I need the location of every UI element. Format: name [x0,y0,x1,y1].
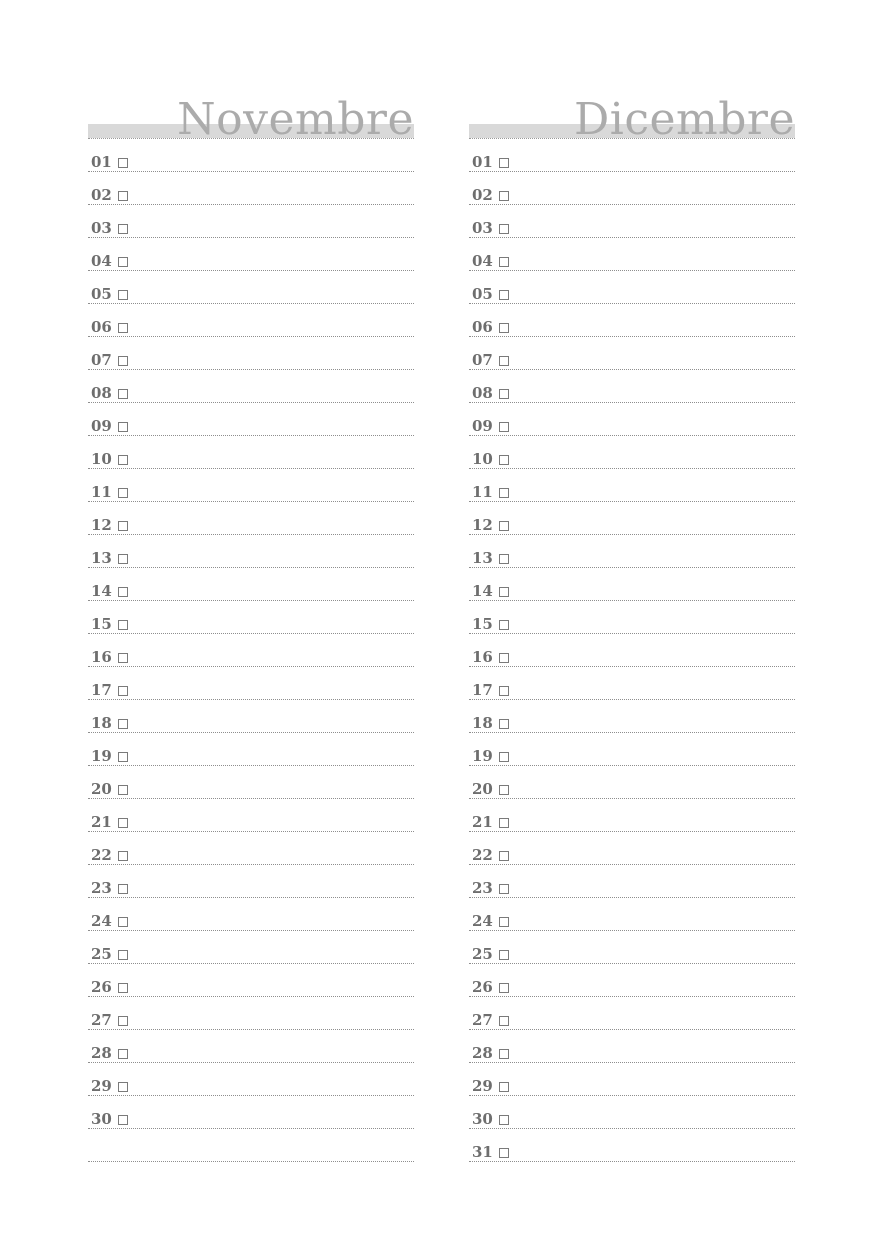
day-row [469,304,795,337]
day-number: 26 [472,978,493,996]
day-checkbox[interactable] [118,422,128,432]
day-row [88,271,414,304]
day-row [469,997,795,1030]
day-number: 29 [91,1077,112,1095]
month-header [88,88,414,145]
month-title: Dicembre [574,94,795,145]
day-row [88,205,414,238]
day-number: 13 [91,549,112,567]
day-row [88,502,414,535]
day-row [469,832,795,865]
day-checkbox[interactable] [499,1082,509,1092]
day-number: 29 [472,1077,493,1095]
day-checkbox[interactable] [499,587,509,597]
day-checkbox[interactable] [499,356,509,366]
day-row [469,601,795,634]
day-number: 15 [472,615,493,633]
day-number: 12 [91,516,112,534]
day-checkbox[interactable] [499,1016,509,1026]
day-row [88,337,414,370]
day-checkbox[interactable] [499,653,509,663]
day-row [88,1063,414,1096]
day-checkbox[interactable] [499,818,509,828]
day-row [469,337,795,370]
day-number: 22 [91,846,112,864]
day-number: 12 [472,516,493,534]
day-row [88,1096,414,1129]
day-checkbox[interactable] [499,1049,509,1059]
day-row [469,139,795,172]
day-row [469,436,795,469]
day-row [88,634,414,667]
day-checkbox[interactable] [118,719,128,729]
day-number: 14 [91,582,112,600]
day-number: 23 [91,879,112,897]
day-checkbox[interactable] [118,587,128,597]
day-checkbox[interactable] [118,1016,128,1026]
day-number: 01 [91,153,112,171]
day-checkbox[interactable] [118,917,128,927]
day-row [88,799,414,832]
day-number: 24 [472,912,493,930]
day-row [88,766,414,799]
day-row [88,535,414,568]
day-row [88,667,414,700]
day-row [88,139,414,172]
day-number: 04 [472,252,493,270]
day-row [469,634,795,667]
day-row [469,172,795,205]
day-checkbox[interactable] [118,455,128,465]
day-row [88,568,414,601]
day-number: 20 [472,780,493,798]
day-number: 16 [91,648,112,666]
day-checkbox[interactable] [118,257,128,267]
day-number: 04 [91,252,112,270]
day-number: 26 [91,978,112,996]
day-checkbox[interactable] [499,422,509,432]
day-row [469,1096,795,1129]
day-row [469,568,795,601]
day-row [88,436,414,469]
day-number: 16 [472,648,493,666]
day-row [88,1030,414,1063]
day-row [469,964,795,997]
day-checkbox[interactable] [118,884,128,894]
day-number: 28 [91,1044,112,1062]
day-number: 08 [472,384,493,402]
day-number: 30 [91,1110,112,1128]
day-checkbox[interactable] [499,950,509,960]
day-checkbox[interactable] [499,224,509,234]
day-row [469,898,795,931]
day-row [88,733,414,766]
day-number: 25 [472,945,493,963]
day-checkbox[interactable] [118,785,128,795]
day-row [88,964,414,997]
day-checkbox[interactable] [118,191,128,201]
day-number: 27 [472,1011,493,1029]
day-number: 05 [472,285,493,303]
day-checkbox[interactable] [118,1115,128,1125]
day-checkbox[interactable] [499,785,509,795]
month-december [469,88,795,1162]
day-checkbox[interactable] [499,488,509,498]
day-number: 28 [472,1044,493,1062]
day-number: 17 [91,681,112,699]
day-number: 10 [91,450,112,468]
day-list [88,139,414,1162]
day-number: 11 [472,483,493,501]
day-checkbox[interactable] [499,686,509,696]
month-title: Novembre [177,94,414,145]
month-header [469,88,795,145]
day-checkbox[interactable] [499,851,509,861]
day-checkbox[interactable] [118,158,128,168]
day-number: 06 [91,318,112,336]
day-checkbox[interactable] [499,257,509,267]
day-checkbox[interactable] [118,983,128,993]
day-checkbox[interactable] [118,224,128,234]
day-number: 08 [91,384,112,402]
day-checkbox[interactable] [118,323,128,333]
day-checkbox[interactable] [118,620,128,630]
day-checkbox[interactable] [499,1115,509,1125]
day-row [469,733,795,766]
day-checkbox[interactable] [499,620,509,630]
day-checkbox[interactable] [118,1049,128,1059]
day-row [469,502,795,535]
day-checkbox[interactable] [118,554,128,564]
day-checkbox[interactable] [499,554,509,564]
day-row [469,271,795,304]
day-number: 24 [91,912,112,930]
day-checkbox[interactable] [499,983,509,993]
day-row [88,832,414,865]
day-row [469,535,795,568]
day-checkbox[interactable] [118,389,128,399]
day-number: 18 [91,714,112,732]
day-number: 21 [472,813,493,831]
day-number: 19 [91,747,112,765]
day-checkbox[interactable] [499,719,509,729]
day-checkbox[interactable] [499,323,509,333]
day-row [88,370,414,403]
day-checkbox[interactable] [118,752,128,762]
day-number: 30 [472,1110,493,1128]
day-row [88,931,414,964]
day-row [469,1063,795,1096]
day-checkbox[interactable] [118,653,128,663]
day-number: 15 [91,615,112,633]
day-checkbox[interactable] [499,752,509,762]
day-number: 03 [91,219,112,237]
day-checkbox[interactable] [499,158,509,168]
day-checkbox[interactable] [118,488,128,498]
day-number: 09 [91,417,112,435]
day-checkbox[interactable] [118,290,128,300]
empty-row [88,1129,414,1162]
day-checkbox[interactable] [118,521,128,531]
day-checkbox[interactable] [499,455,509,465]
day-number: 11 [91,483,112,501]
day-row [469,370,795,403]
day-number: 22 [472,846,493,864]
day-checkbox[interactable] [499,1148,509,1158]
day-checkbox[interactable] [499,389,509,399]
day-number: 06 [472,318,493,336]
day-number: 18 [472,714,493,732]
day-number: 19 [472,747,493,765]
day-row [88,172,414,205]
day-checkbox[interactable] [118,1082,128,1092]
day-number: 27 [91,1011,112,1029]
day-number: 03 [472,219,493,237]
day-checkbox[interactable] [499,191,509,201]
day-number: 20 [91,780,112,798]
day-number: 13 [472,549,493,567]
day-number: 23 [472,879,493,897]
day-row [469,205,795,238]
day-checkbox[interactable] [118,818,128,828]
day-number: 31 [472,1143,493,1161]
day-number: 07 [472,351,493,369]
day-number: 17 [472,681,493,699]
day-number: 10 [472,450,493,468]
day-checkbox[interactable] [118,950,128,960]
day-row [469,667,795,700]
day-row [88,601,414,634]
day-row [469,799,795,832]
day-row [88,238,414,271]
day-checkbox[interactable] [499,917,509,927]
day-number: 02 [91,186,112,204]
day-row [469,238,795,271]
day-checkbox[interactable] [118,851,128,861]
day-row [469,700,795,733]
day-row [469,1030,795,1063]
day-row [469,766,795,799]
day-row [469,865,795,898]
day-checkbox[interactable] [499,884,509,894]
day-number: 14 [472,582,493,600]
day-number: 01 [472,153,493,171]
day-row [88,304,414,337]
day-number: 07 [91,351,112,369]
day-row [88,403,414,436]
day-checkbox[interactable] [499,521,509,531]
day-row [469,931,795,964]
day-number: 25 [91,945,112,963]
day-number: 02 [472,186,493,204]
day-list [469,139,795,1162]
month-november [88,88,414,1162]
day-checkbox[interactable] [118,686,128,696]
day-number: 05 [91,285,112,303]
day-row [88,469,414,502]
day-checkbox[interactable] [118,356,128,366]
day-row [469,403,795,436]
day-checkbox[interactable] [499,290,509,300]
day-row [88,700,414,733]
day-row [88,898,414,931]
day-number: 21 [91,813,112,831]
day-row [469,469,795,502]
day-row [88,865,414,898]
day-row [88,997,414,1030]
day-number: 09 [472,417,493,435]
day-row [469,1129,795,1162]
